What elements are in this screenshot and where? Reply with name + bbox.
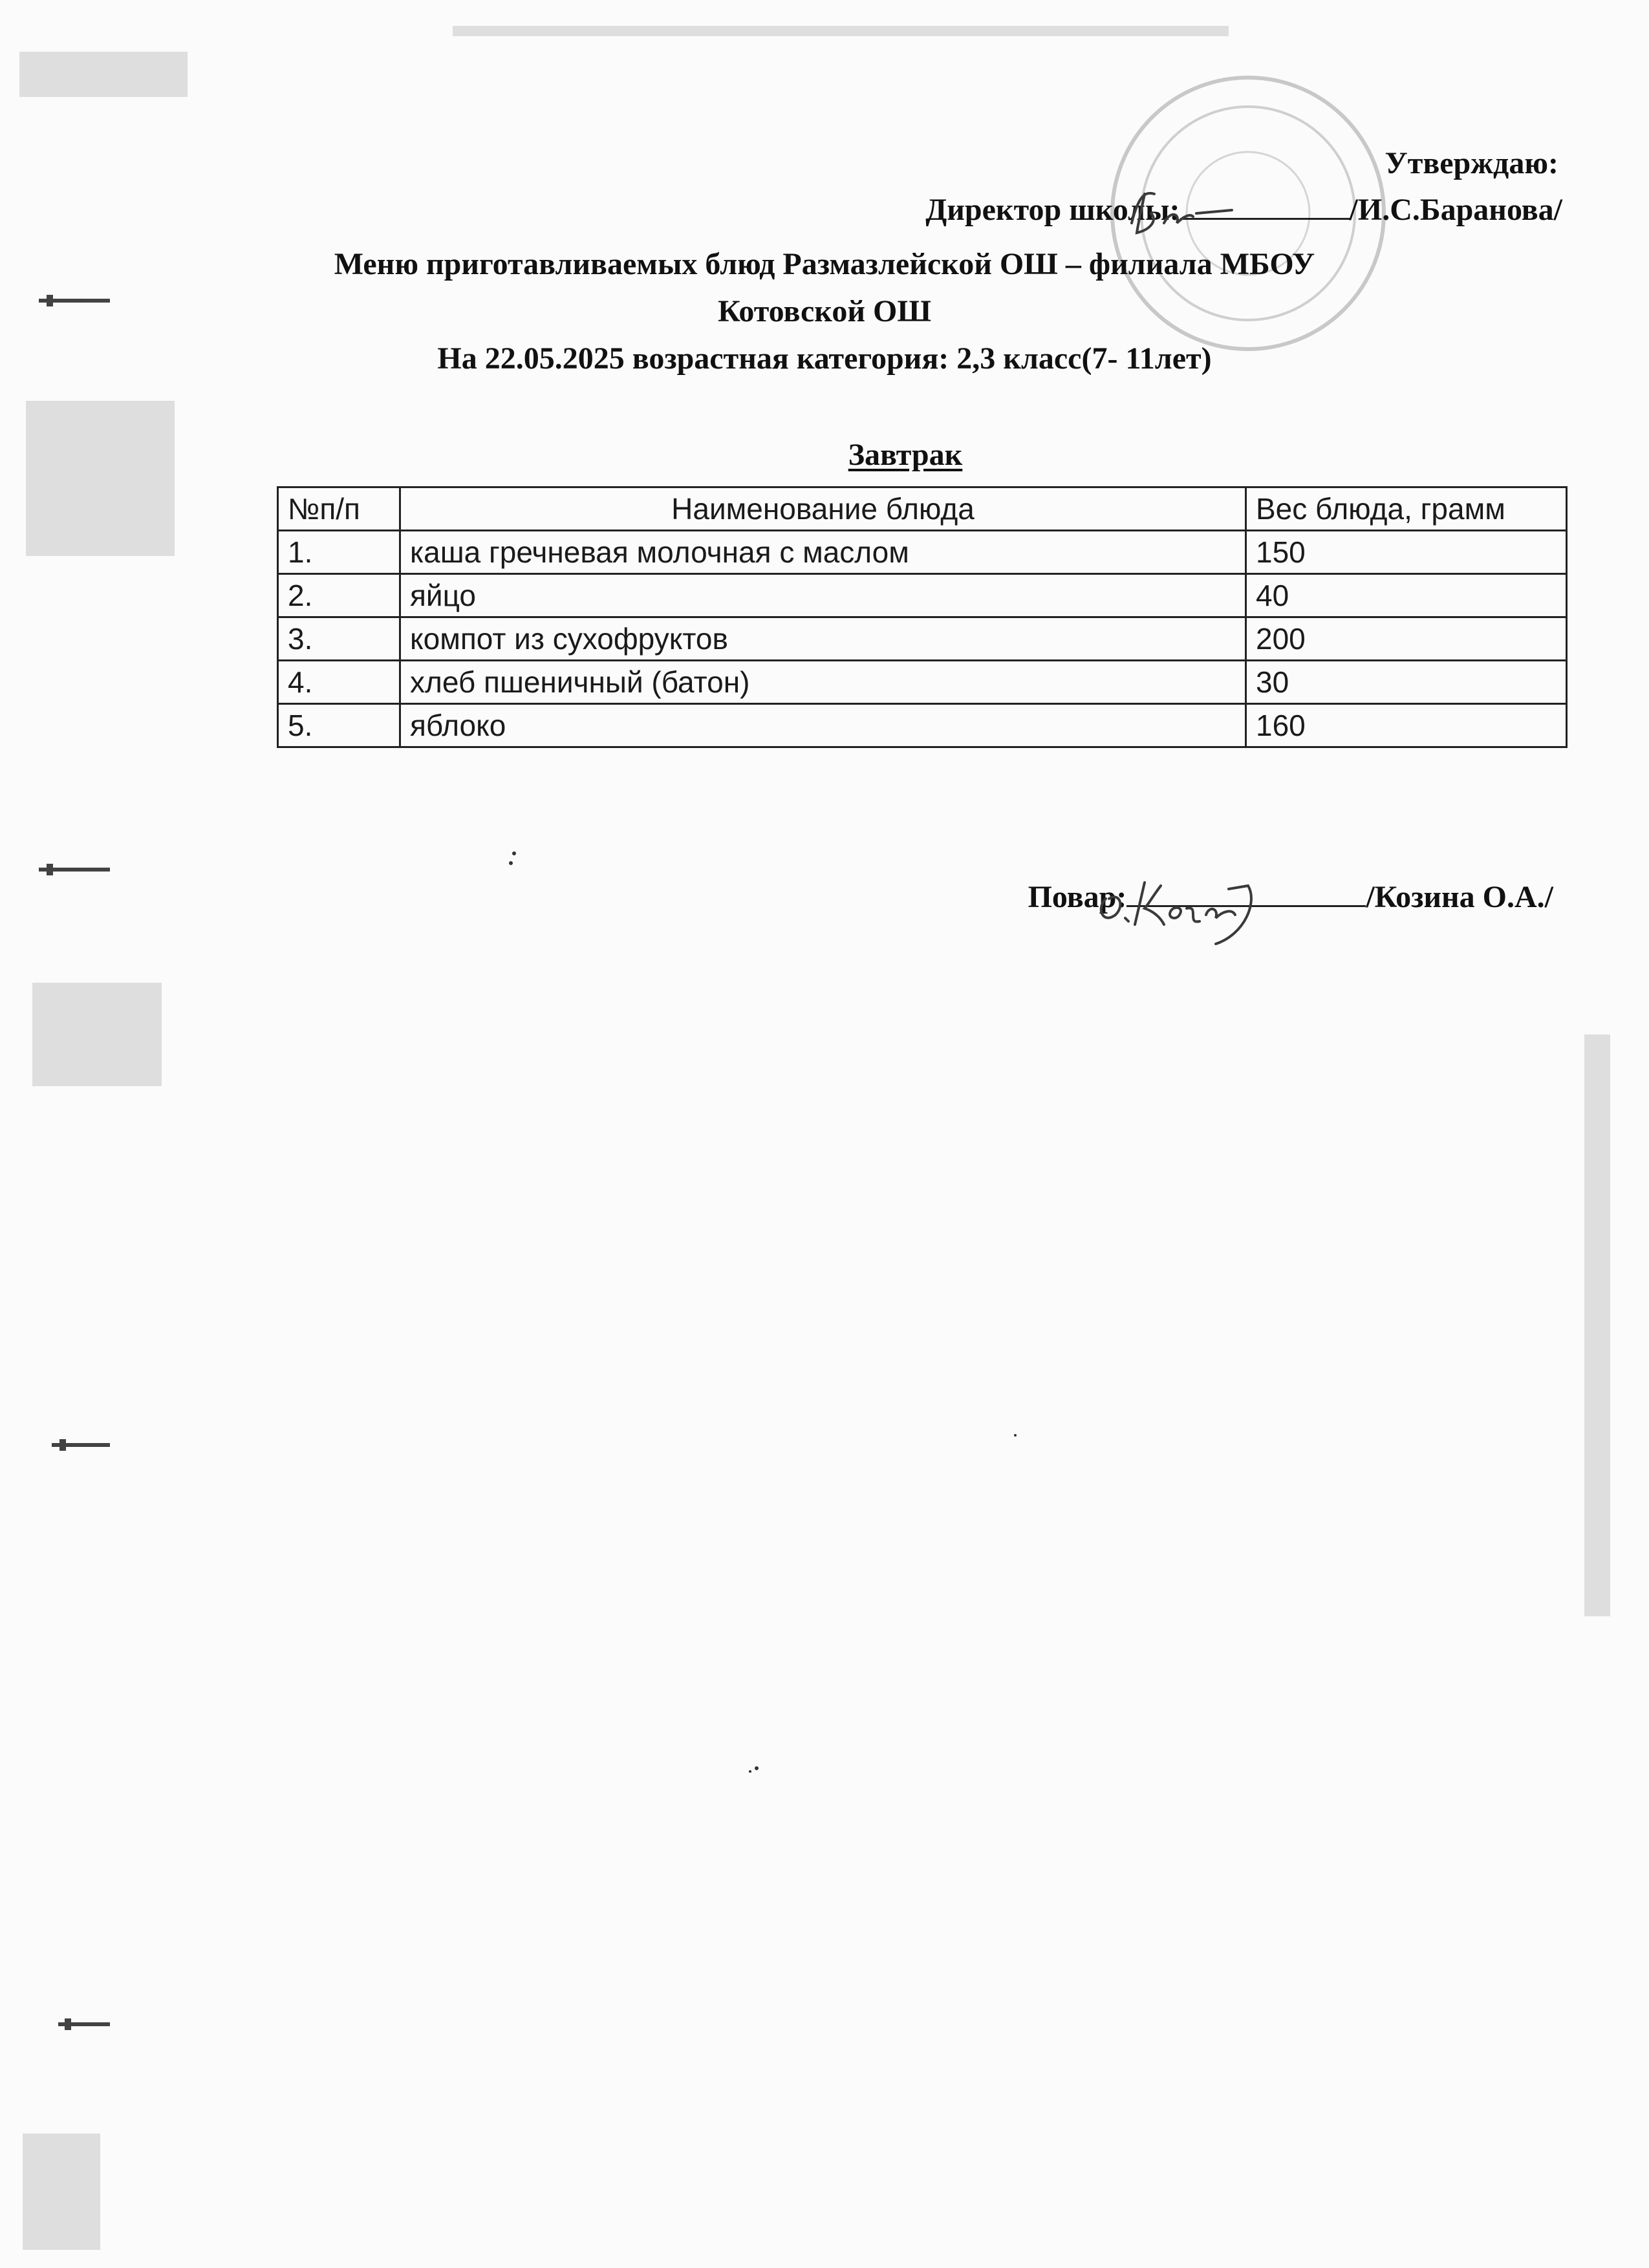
dish-weight: 160 (1246, 704, 1567, 747)
dish-name: яблоко (400, 704, 1246, 747)
cook-name: /Козина О.А./ (1366, 880, 1553, 914)
approve-label: Утверждаю: (1385, 146, 1558, 180)
row-number: 1. (278, 531, 400, 574)
document-title (194, 241, 1455, 382)
row-number: 3. (278, 617, 400, 661)
dish-name: яйцо (400, 574, 1246, 617)
cook-signature (1090, 863, 1335, 947)
dish-weight: 40 (1246, 574, 1567, 617)
table-header-row (278, 487, 1567, 531)
table-row (278, 661, 1567, 704)
dish-name: компот из сухофруктов (400, 617, 1246, 661)
dish-name: хлеб пшеничный (батон) (400, 661, 1246, 704)
director-label: Директор школы: (925, 193, 1180, 227)
title-line-2: Котовской ОШ (717, 294, 932, 328)
table-row (278, 531, 1567, 574)
header-number: №п/п (278, 487, 400, 531)
approval-heading (1385, 145, 1558, 181)
meal-heading: Завтрак (848, 438, 963, 472)
row-number: 5. (278, 704, 400, 747)
dish-weight: 150 (1246, 531, 1567, 574)
dish-weight: 30 (1246, 661, 1567, 704)
table-row (278, 617, 1567, 661)
header-dish-name: Наименование блюда (400, 487, 1246, 531)
table-row (278, 574, 1567, 617)
dish-weight: 200 (1246, 617, 1567, 661)
table-row (278, 704, 1567, 747)
director-name: /И.С.Баранова/ (1349, 193, 1562, 227)
menu-table (277, 486, 1568, 748)
director-signature (1119, 184, 1248, 242)
header-weight: Вес блюда, грамм (1246, 487, 1567, 531)
row-number: 2. (278, 574, 400, 617)
dish-name: каша гречневая молочная с маслом (400, 531, 1246, 574)
title-line-1: Меню приготавливаемых блюд Размазлейской ОШ – филиала МБОУ (334, 247, 1315, 281)
cook-label: Повар: (1028, 880, 1127, 914)
title-line-3: На 22.05.2025 возрастная категория: 2,3 класс(7- 11лет) (437, 341, 1212, 376)
row-number: 4. (278, 661, 400, 704)
